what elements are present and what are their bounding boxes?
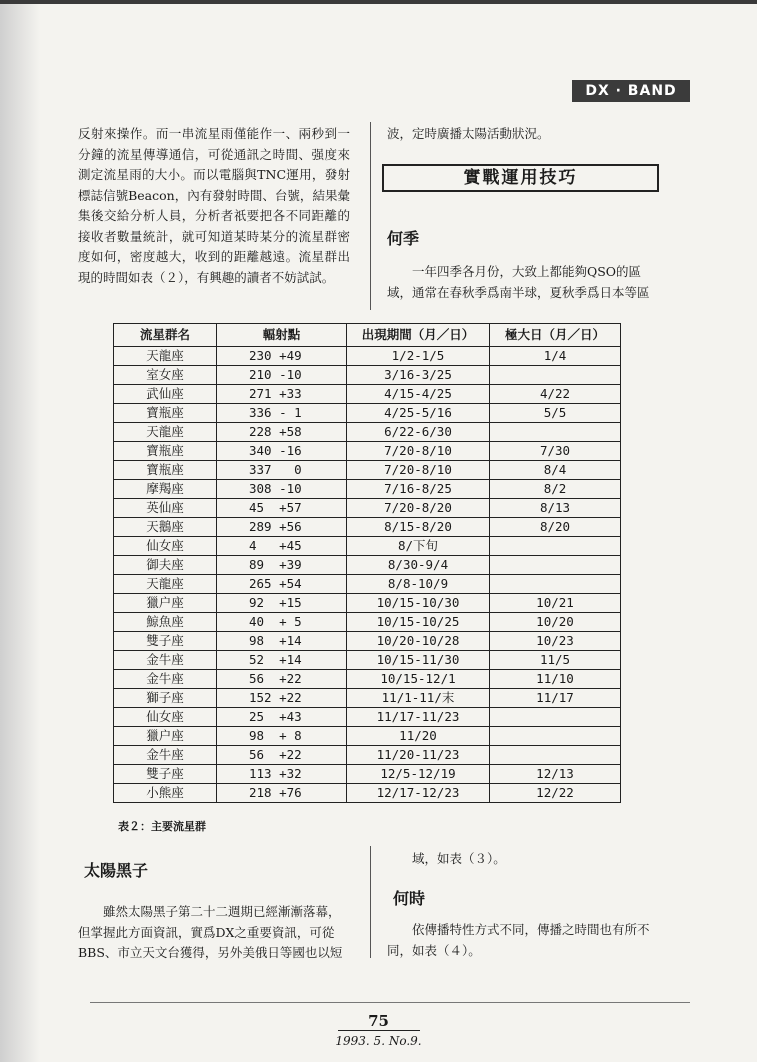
maximum-cell: [490, 366, 621, 385]
page-top-edge: [0, 0, 757, 4]
shower-name-cell: 英仙座: [114, 499, 217, 518]
shower-name-cell: 天龍座: [114, 423, 217, 442]
table-row: [114, 632, 621, 651]
page-number: 75: [368, 1012, 389, 1030]
period-cell: 6/22-6/30: [347, 423, 490, 442]
table-row: [114, 366, 621, 385]
radiant-cell: 210 -10: [217, 366, 347, 385]
seasons-paragraph: 一年四季各月份，大致上都能夠QSO的區域，通常在春秋季爲南半球，夏秋季爲日本等區: [387, 264, 650, 300]
shower-name-cell: 御夫座: [114, 556, 217, 575]
table-row: [114, 613, 621, 632]
maximum-cell: 8/4: [490, 461, 621, 480]
period-cell: 11/17-11/23: [347, 708, 490, 727]
shower-name-cell: 雙子座: [114, 632, 217, 651]
maximum-cell: 8/2: [490, 480, 621, 499]
maximum-cell: 11/17: [490, 689, 621, 708]
subheading-when: 何時: [393, 889, 426, 908]
radiant-cell: 271 +33: [217, 385, 347, 404]
left-column-text: 反射來操作。而一串流星雨僅能作一、兩秒到一分鐘的流星傳導通信，可從通訊之時間、强度來測定流星雨的大小。而以電腦與TNC運用，發射標誌信號Beacon，內有發射時間、台號，結果彙集後交給分析人員，分析者祇要把各不同距離的接收者數量統計，就可知道某時某分的流星群密度如何，密度越大，收到的距離越遠。流星群出現的時間如表（２），有興趣的讀者不妨試試。: [78, 126, 350, 285]
maximum-cell: 7/30: [490, 442, 621, 461]
table-row: [114, 499, 621, 518]
table-row: [114, 480, 621, 499]
table-row: [114, 765, 621, 784]
issue-info: 1993. 5. No.9.: [335, 1034, 422, 1048]
col-header-name: 流星群名: [114, 324, 217, 347]
right-column-intro: 波，定時廣播太陽活動狀況。: [387, 126, 550, 141]
shower-name-cell: 寶瓶座: [114, 404, 217, 423]
period-cell: 10/15-10/25: [347, 613, 490, 632]
period-cell: 12/17-12/23: [347, 784, 490, 803]
period-cell: 11/1-11/末: [347, 689, 490, 708]
radiant-cell: 265 +54: [217, 575, 347, 594]
section-heading-box: 實戰運用技巧: [382, 164, 659, 192]
period-cell: 10/15-10/30: [347, 594, 490, 613]
table-row: [114, 404, 621, 423]
table-row: [114, 575, 621, 594]
table-row: [114, 518, 621, 537]
maximum-cell: [490, 575, 621, 594]
shower-name-cell: 小熊座: [114, 784, 217, 803]
radiant-cell: 337 0: [217, 461, 347, 480]
col-header-radiant: 輻射點: [217, 324, 347, 347]
period-cell: 3/16-3/25: [347, 366, 490, 385]
table-caption: 表２：主要流星群: [118, 820, 206, 833]
maximum-cell: 10/23: [490, 632, 621, 651]
radiant-cell: 289 +56: [217, 518, 347, 537]
shower-name-cell: 雙子座: [114, 765, 217, 784]
period-cell: 8/下旬: [347, 537, 490, 556]
radiant-cell: 336 - 1: [217, 404, 347, 423]
maximum-cell: 12/13: [490, 765, 621, 784]
table-row: [114, 556, 621, 575]
maximum-cell: [490, 746, 621, 765]
column-divider-top: [370, 122, 371, 310]
shower-name-cell: 鯨魚座: [114, 613, 217, 632]
period-cell: 12/5-12/19: [347, 765, 490, 784]
period-cell: 8/15-8/20: [347, 518, 490, 537]
shower-name-cell: 獵户座: [114, 594, 217, 613]
period-cell: 10/15-12/1: [347, 670, 490, 689]
table-row: [114, 784, 621, 803]
radiant-cell: 56 +22: [217, 670, 347, 689]
table-row: [114, 347, 621, 366]
bottom-right-intro: 域，如表（３）。: [412, 851, 506, 866]
table-row: [114, 442, 621, 461]
radiant-cell: 113 +32: [217, 765, 347, 784]
shower-name-cell: 室女座: [114, 366, 217, 385]
table-row: [114, 423, 621, 442]
footer-rule: [90, 1002, 690, 1003]
shower-name-cell: 寶瓶座: [114, 442, 217, 461]
table-row: [114, 689, 621, 708]
page-number-underline: [338, 1030, 420, 1031]
maximum-cell: 10/21: [490, 594, 621, 613]
table-row: [114, 461, 621, 480]
maximum-cell: [490, 556, 621, 575]
period-cell: 7/16-8/25: [347, 480, 490, 499]
radiant-cell: 228 +58: [217, 423, 347, 442]
period-cell: 7/20-8/20: [347, 499, 490, 518]
radiant-cell: 56 +22: [217, 746, 347, 765]
shower-name-cell: 寶瓶座: [114, 461, 217, 480]
radiant-cell: 89 +39: [217, 556, 347, 575]
radiant-cell: 45 +57: [217, 499, 347, 518]
radiant-cell: 98 + 8: [217, 727, 347, 746]
table-row: [114, 537, 621, 556]
subheading-sunspots: 太陽黑子: [84, 861, 149, 880]
radiant-cell: 40 + 5: [217, 613, 347, 632]
table-row: [114, 746, 621, 765]
subheading-seasons: 何季: [387, 229, 420, 248]
shower-name-cell: 武仙座: [114, 385, 217, 404]
period-cell: 7/20-8/10: [347, 461, 490, 480]
maximum-cell: 1/4: [490, 347, 621, 366]
maximum-cell: [490, 423, 621, 442]
shower-name-cell: 天龍座: [114, 575, 217, 594]
when-paragraph: 依傳播特性方式不同，傳播之時間也有所不同，如表（４）。: [387, 922, 650, 958]
radiant-cell: 92 +15: [217, 594, 347, 613]
table-row: [114, 385, 621, 404]
period-cell: 1/2-1/5: [347, 347, 490, 366]
period-cell: 10/15-11/30: [347, 651, 490, 670]
radiant-cell: 218 +76: [217, 784, 347, 803]
sunspots-paragraph: 雖然太陽黑子第二十二週期已經漸漸落幕，但掌握此方面資訊，實爲DX之重要資訊，可從BBS、市立天文台獲得，另外美俄日等國也以短: [78, 904, 343, 960]
page-binding-shadow: [0, 0, 40, 1062]
maximum-cell: 10/20: [490, 613, 621, 632]
column-divider-bottom: [370, 846, 371, 958]
maximum-cell: 8/20: [490, 518, 621, 537]
table-row: [114, 708, 621, 727]
table-row: [114, 670, 621, 689]
shower-name-cell: 金牛座: [114, 670, 217, 689]
table-row: [114, 727, 621, 746]
shower-name-cell: 天鵝座: [114, 518, 217, 537]
shower-name-cell: 天龍座: [114, 347, 217, 366]
period-cell: 11/20: [347, 727, 490, 746]
radiant-cell: 98 +14: [217, 632, 347, 651]
table-row: [114, 651, 621, 670]
col-header-maximum: 極大日（月／日）: [490, 324, 621, 347]
period-cell: 7/20-8/10: [347, 442, 490, 461]
period-cell: 4/25-5/16: [347, 404, 490, 423]
shower-name-cell: 獵户座: [114, 727, 217, 746]
shower-name-cell: 摩羯座: [114, 480, 217, 499]
period-cell: 4/15-4/25: [347, 385, 490, 404]
radiant-cell: 308 -10: [217, 480, 347, 499]
period-cell: 10/20-10/28: [347, 632, 490, 651]
section-tag: DX · BAND: [572, 80, 690, 102]
maximum-cell: 4/22: [490, 385, 621, 404]
maximum-cell: [490, 708, 621, 727]
shower-name-cell: 金牛座: [114, 746, 217, 765]
maximum-cell: [490, 727, 621, 746]
meteor-shower-table: [113, 323, 621, 803]
period-cell: 8/30-9/4: [347, 556, 490, 575]
shower-name-cell: 金牛座: [114, 651, 217, 670]
table-header-row: [114, 324, 621, 347]
radiant-cell: 52 +14: [217, 651, 347, 670]
table-row: [114, 594, 621, 613]
radiant-cell: 25 +43: [217, 708, 347, 727]
maximum-cell: 5/5: [490, 404, 621, 423]
shower-name-cell: 仙女座: [114, 708, 217, 727]
maximum-cell: 11/10: [490, 670, 621, 689]
radiant-cell: 152 +22: [217, 689, 347, 708]
radiant-cell: 340 -16: [217, 442, 347, 461]
radiant-cell: 230 +49: [217, 347, 347, 366]
maximum-cell: 11/5: [490, 651, 621, 670]
maximum-cell: 8/13: [490, 499, 621, 518]
period-cell: 11/20-11/23: [347, 746, 490, 765]
maximum-cell: 12/22: [490, 784, 621, 803]
col-header-period: 出現期間（月／日）: [347, 324, 490, 347]
period-cell: 8/8-10/9: [347, 575, 490, 594]
shower-name-cell: 仙女座: [114, 537, 217, 556]
shower-name-cell: 獅子座: [114, 689, 217, 708]
maximum-cell: [490, 537, 621, 556]
radiant-cell: 4 +45: [217, 537, 347, 556]
